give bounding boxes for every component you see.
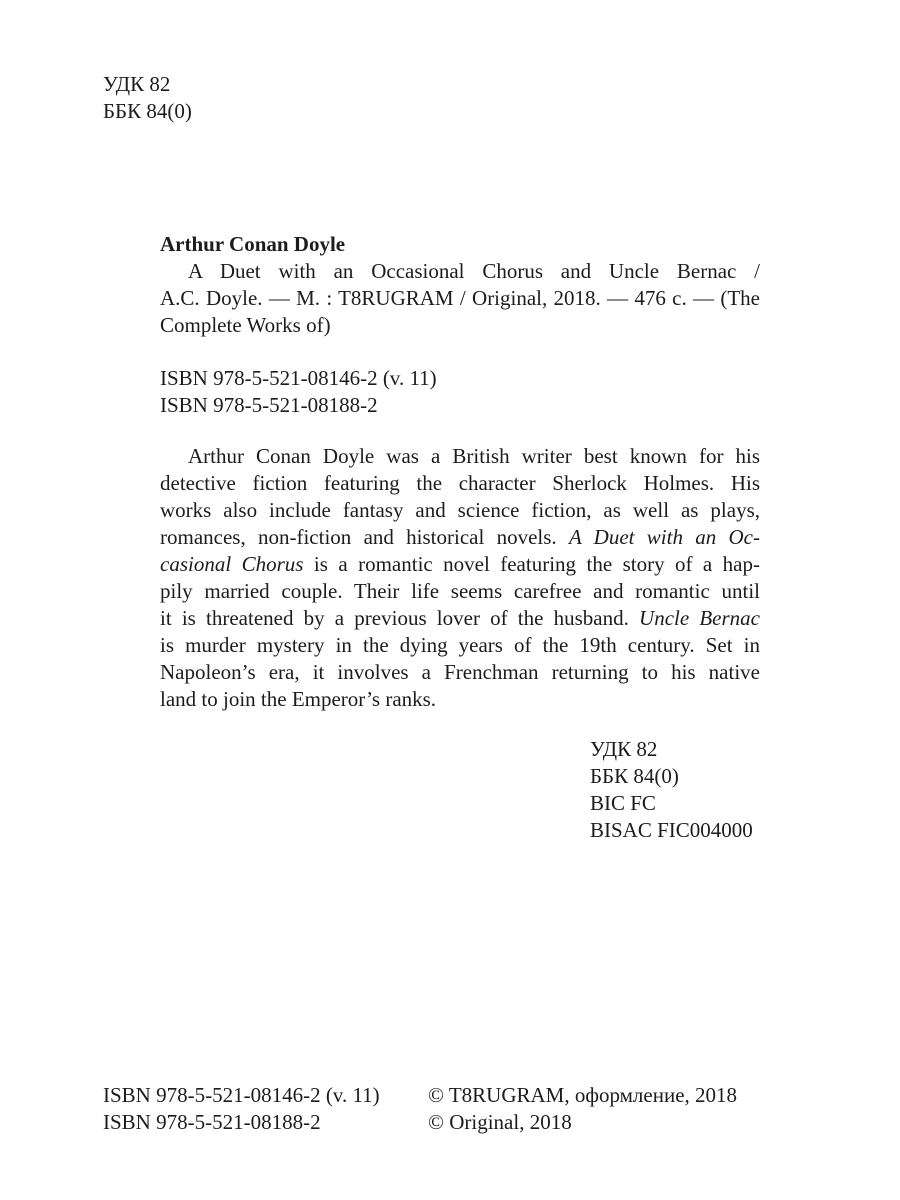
udk-code: УДК 82 [590, 737, 658, 761]
description-line: A.C. Doyle. — M. : T8RUGRAM / Original, 2018. — 476 c. — (The [160, 286, 760, 310]
footer-isbn-list [103, 1082, 380, 1136]
annotation-line: land to join the Emperor’s ranks. [160, 687, 437, 711]
annotation-line [160, 551, 760, 578]
classification-codes [590, 736, 753, 844]
bisac-code: BISAC FIC004000 [590, 818, 753, 842]
bbk-code: ББК 84(0) [103, 99, 192, 123]
annotation-line [160, 524, 760, 551]
footer-isbn-volume: ISBN 978-5-521-08146-2 (v. 11) [103, 1083, 380, 1107]
isbn-list [160, 365, 437, 419]
annotation-line: detective fiction featuring the character Sherlock Holmes. His [160, 471, 760, 495]
footer-isbn-series: ISBN 978-5-521-08188-2 [103, 1110, 321, 1134]
bibliographic-record [160, 231, 760, 339]
annotation-text: romances, non-fiction and historical novels. [160, 525, 569, 549]
copyright-publisher: © T8RUGRAM, оформление, 2018 [428, 1083, 738, 1107]
annotation-line: Napoleon’s era, it involves a Frenchman returning to his native [160, 660, 760, 684]
footer-copyright [428, 1082, 737, 1136]
annotation-text: is a romantic novel featuring the story of a hap- [303, 552, 761, 576]
annotation-line: is murder mystery in the dying years of the 19th century. Set in [160, 633, 760, 657]
isbn-volume: ISBN 978-5-521-08146-2 (v. 11) [160, 366, 437, 390]
isbn-series: ISBN 978-5-521-08188-2 [160, 393, 378, 417]
udk-code: УДК 82 [103, 72, 171, 96]
annotation-line: Arthur Conan Doyle was a British writer best known for his [188, 444, 760, 468]
annotation-line: works also include fantasy and science fiction, as well as plays, [160, 498, 760, 522]
book-title-italic: Uncle Bernac [639, 606, 760, 630]
description-line: A Duet with an Occasional Chorus and Uncle Bernac / [188, 259, 760, 283]
annotation-text: it is threatened by a previous lover of the husband. [160, 606, 640, 630]
description-line: Complete Works of) [160, 313, 331, 337]
author-name: Arthur Conan Doyle [160, 232, 346, 256]
annotation-line: pily married couple. Their life seems carefree and romantic until [160, 579, 760, 603]
book-title-italic: A Duet with an Oc- [568, 525, 760, 549]
annotation-line [160, 605, 760, 632]
annotation-paragraph [160, 443, 760, 713]
top-classification-codes [103, 71, 192, 125]
bic-code: BIC FC [590, 791, 656, 815]
book-title-italic: casional Chorus [160, 552, 304, 576]
copyright-original: © Original, 2018 [428, 1110, 572, 1134]
bbk-code: ББК 84(0) [590, 764, 679, 788]
